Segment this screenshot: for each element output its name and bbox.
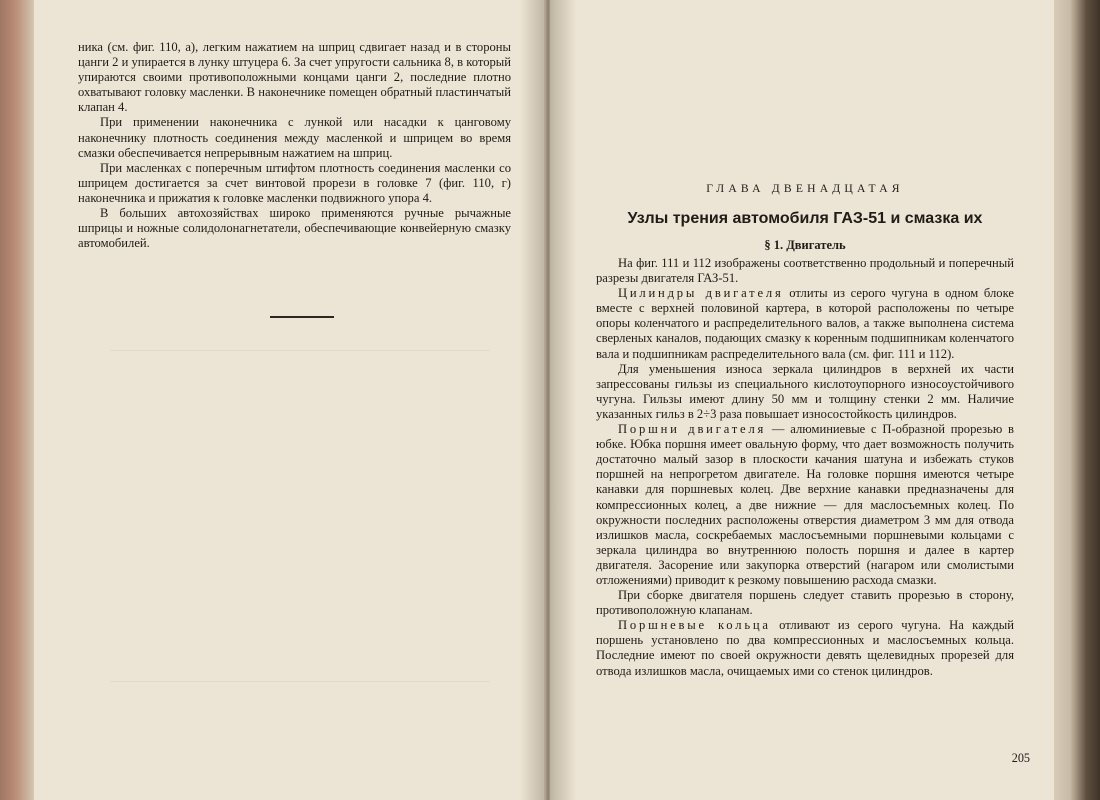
- chapter-end-divider: [270, 316, 334, 318]
- right-paragraph-5: При сборке двигателя поршень следует ставить прорезью в сторону, противоположную клапанам.: [596, 588, 1014, 618]
- left-paragraph-1: ника (см. фиг. 110, а), легким нажатием на шприц сдвигает назад и в стороны цанги 2 и упирается в лунку штуцера 6. За счет упругости сальника 8, в который упираются своими противоположными концами цанги 2, последние плотно охватывают головку масленки. В наконечнике помещен обратный пластинчатый клапан 4.: [78, 40, 511, 115]
- right-paragraph-4: [596, 422, 1014, 588]
- book-gutter: [520, 0, 576, 800]
- pistons-text: — алюминиевые с П-образной прорезью в юбке. Юбка поршня имеет овальную форму, что дает возможность получить достаточно малый зазор в плоскости качания шатуна и избежать стуков поршней на непрогретом двигателе. На головке поршня имеются четыре канавки для поршневых колец. Две верхние канавки предназначены для компрессионных колец, а две нижние — для маслосъемных колец. По окружности последних расположены отверстия диаметром 3 мм для отвода излишков масла, соскребаемых маслосъемными поршневыми кольцами с зеркала цилиндра во внутреннюю полость поршня и далее в картер двигателя. Засорение или закупорка отверстий (нагаром или смолистыми отложениями) приводит к резкому повышению расхода смазки.: [596, 422, 1014, 587]
- rings-text: отливают из серого чугуна. На каждый поршень установлено по два компрессионных и маслосъемных кольца. Последние имеют по своей окружности девять щелевидных прорезей для отвода излишков масла, очищаемых ими со стенок цилиндров.: [596, 618, 1014, 678]
- bleed-through-shadow: [110, 350, 490, 682]
- pistons-lead: Поршни двигателя: [618, 422, 767, 437]
- right-page-edge: [1054, 0, 1100, 800]
- left-page-edge: [0, 0, 34, 800]
- chapter-heading: ГЛАВА ДВЕНАДЦАТАЯ: [706, 182, 904, 195]
- left-paragraph-3: При масленках с поперечным штифтом плотность соединения масленки со шприцем достигается за счет винтовой прорези в головке 7 (фиг. 110, г) наконечника и прижатия к головке масленки подвижного упора 4.: [78, 160, 511, 205]
- left-paragraph-4: В больших автохозяйствах широко применяются ручные рычажные шприцы и ножные солидолонагнетатели, обеспечивающие конвейерную смазку автомобилей.: [78, 206, 511, 251]
- page-number: 205: [1011, 751, 1030, 765]
- left-paragraph-2: При применении наконечника с лункой или насадки к цанговому наконечнику плотность соединения между масленкой и шприцем во время смазки обеспечивается непрерывным нажатием на шприц.: [78, 115, 511, 160]
- section-heading: § 1. Двигатель: [764, 238, 846, 252]
- left-page-text: [78, 40, 511, 251]
- chapter-title: Узлы трения автомобиля ГАЗ-51 и смазка их: [627, 210, 983, 227]
- rings-lead: Поршневые кольца: [618, 618, 771, 633]
- right-paragraph-1: На фиг. 111 и 112 изображены соответственно продольный и поперечный разрезы двигателя ГАЗ-51.: [596, 256, 1014, 286]
- cylinders-text: отлиты из серого чугуна в одном блоке вместе с верхней половиной картера, в которой расположены по четыре опоры коленчатого и распределительного валов, а также выполнена система сверленых каналов, подающих смазку к коренным подшипникам коленчатого вала и подшипникам распределительного вала (см. фиг. 111 и 112).: [596, 286, 1014, 361]
- right-paragraph-3: Для уменьшения износа зеркала цилиндров в верхней их части запрессованы гильзы из специального кислотоупорного износоустойчивого чугуна. Гильзы имеют длину 50 мм и толщину стенки 2 мм. Наличие указанных гильз в 2÷3 раза повышает износостойкость цилиндров.: [596, 361, 1014, 421]
- cylinders-lead: Цилиндры двигателя: [618, 286, 784, 301]
- right-paragraph-2: [596, 286, 1014, 361]
- right-paragraph-6: [596, 618, 1014, 678]
- right-page-text: [596, 256, 1014, 679]
